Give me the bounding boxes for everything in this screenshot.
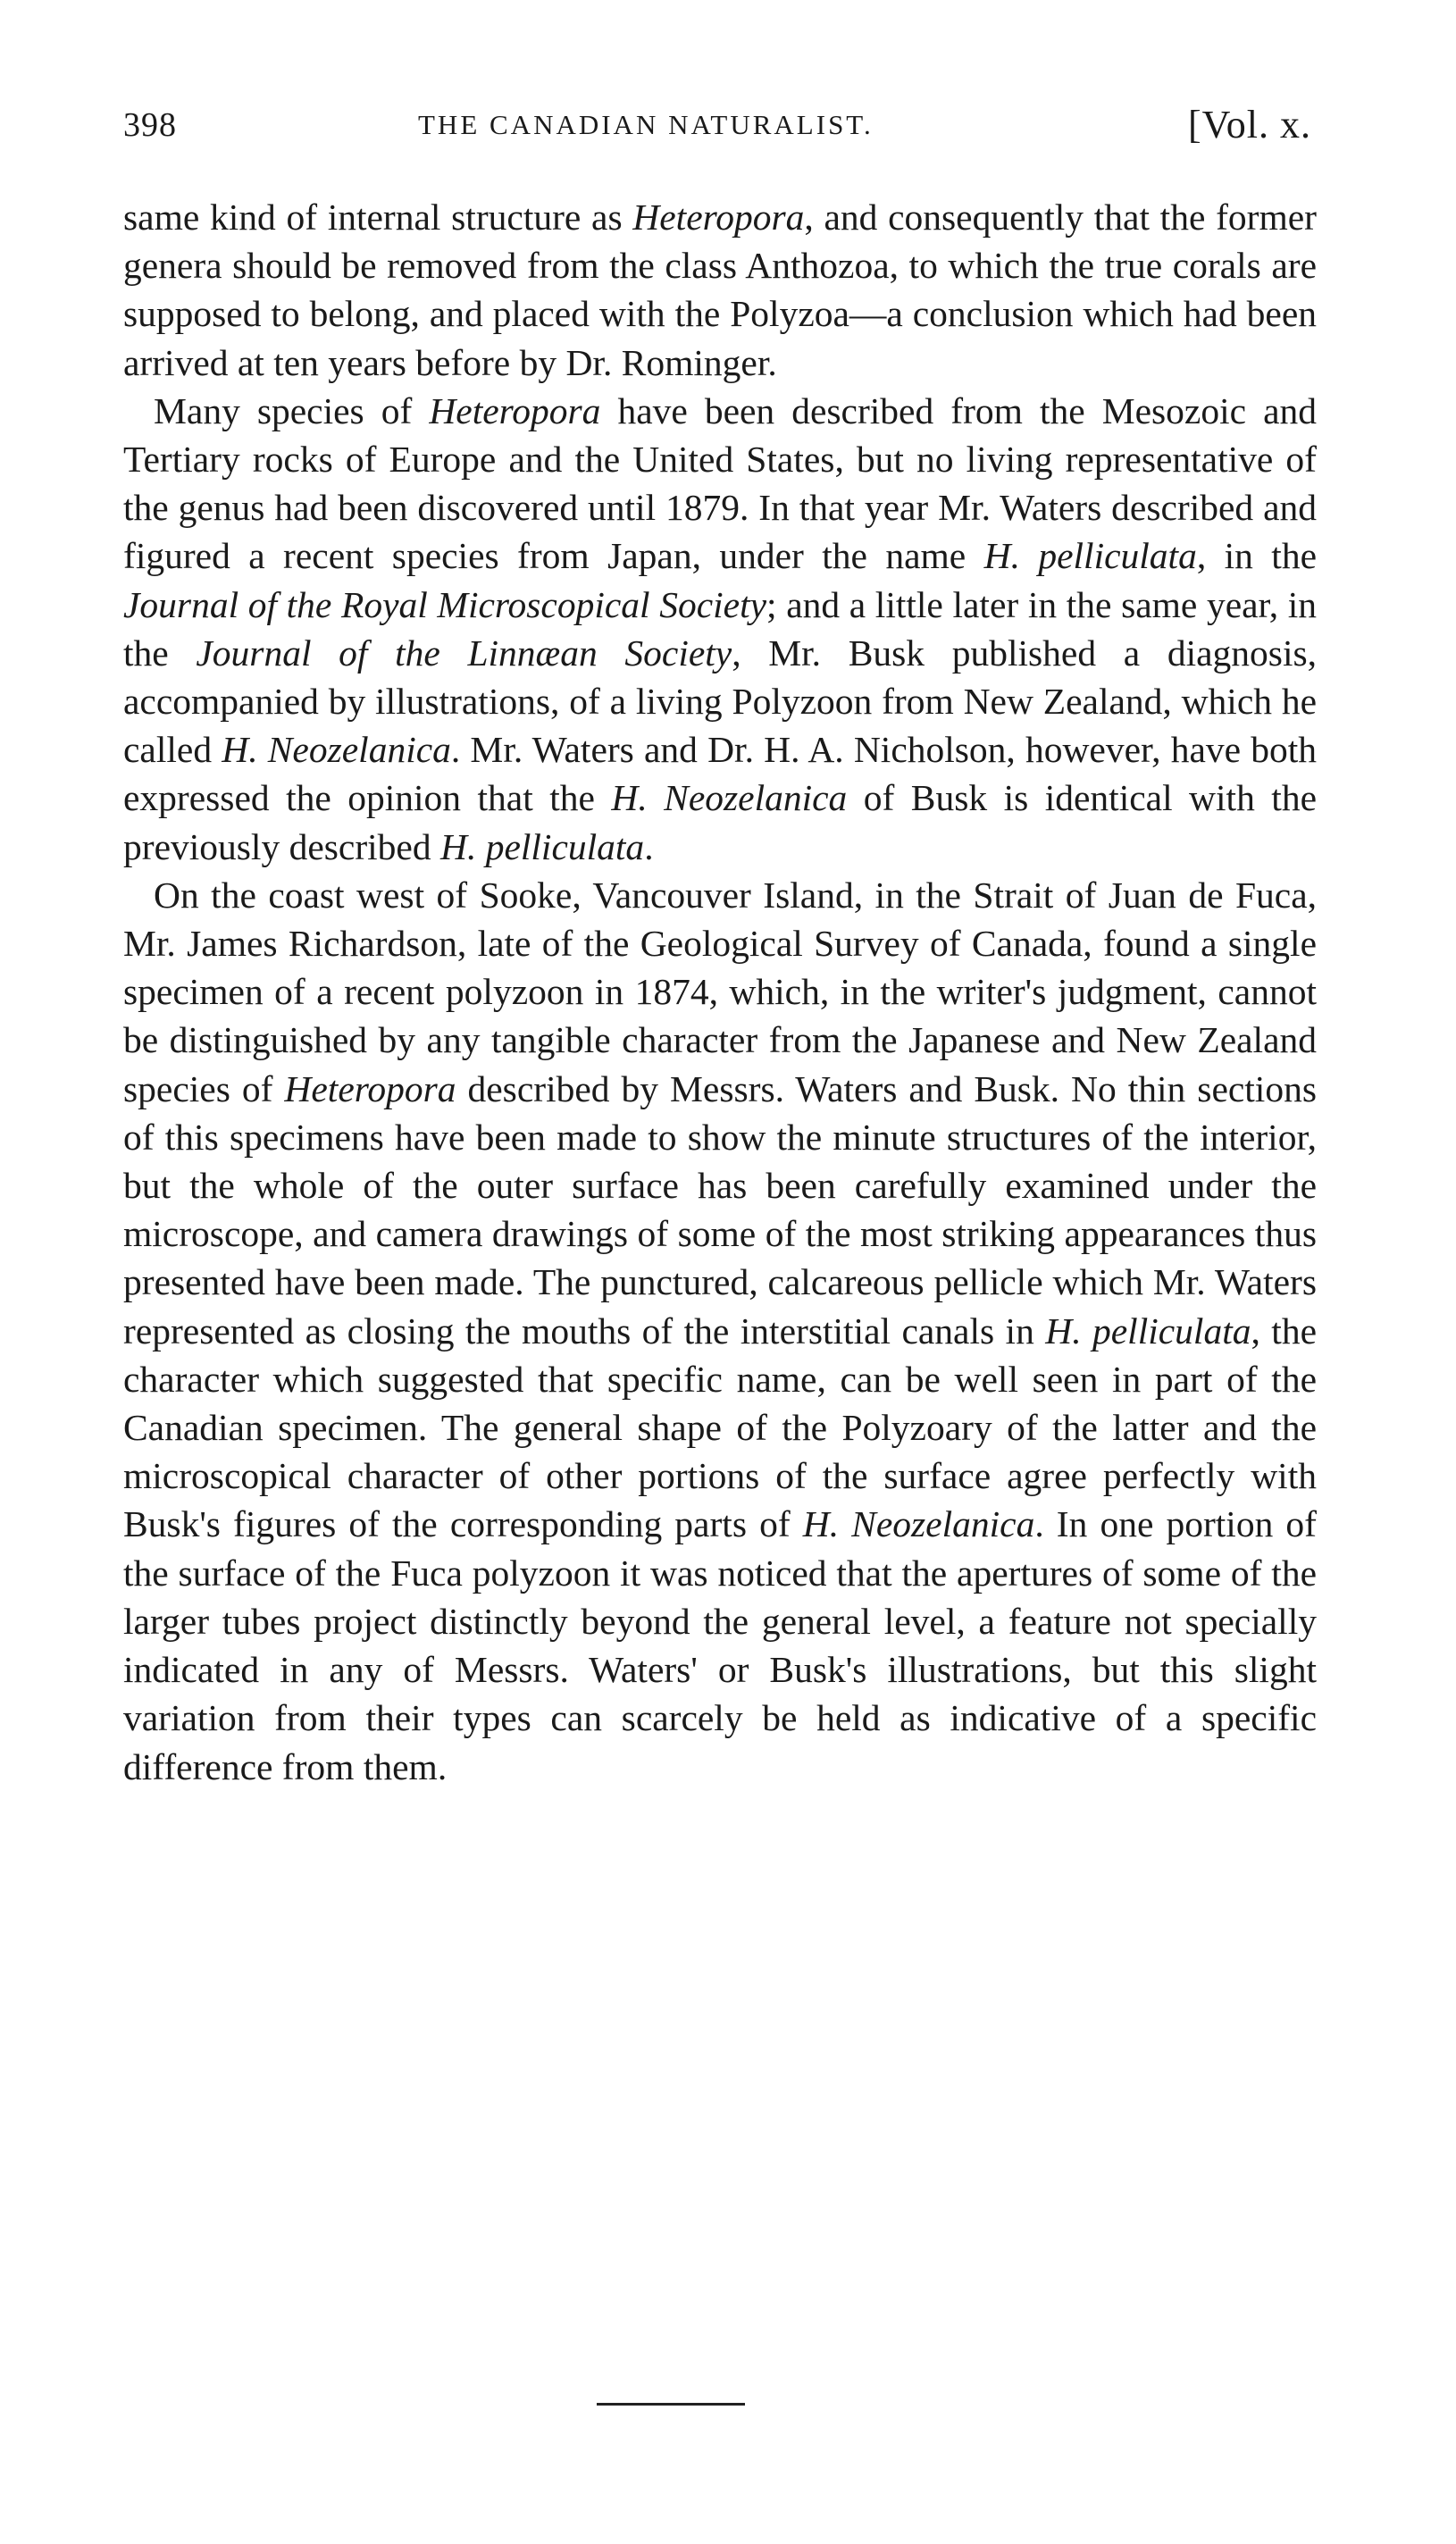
text-run: of Busk is identical with the previously described (123, 777, 1317, 867)
running-head (123, 105, 1311, 159)
volume-label: [Vol. x. (1188, 103, 1311, 146)
italic-term: H. Neozelanica (222, 729, 451, 771)
text-run: Many species of (154, 389, 430, 431)
article-body (123, 193, 1317, 1791)
paragraph-fuca-specimen (123, 871, 1317, 1791)
italic-term: H. Neozelanica (802, 1503, 1035, 1545)
text-run: have been described from the Mesozoic and Tertiary rocks of Europe and the United States, but no living representative of the genus had been discovered until 1879. In that year Mr. Waters described and figured a recent species from Japan, under the name (123, 389, 1317, 577)
text-run: , and consequently that the former genera should be removed from the class Anthozoa, to which the true corals are supposed to belong, and placed with the Polyzoa—a conclusion which had been arrived at ten years before by Dr. Rominger. (123, 197, 1317, 383)
text-run: On the coast west of Sooke, Vancouver Island, in the Strait of Juan de Fuca, Mr. James Richardson, late of the Geological Survey of Canada, found a single specimen of a recent polyzoon in 1874, which, in the writer's judgment, cannot be distinguished by any tangible character from the Japanese and New Zealand species of (123, 874, 1317, 1109)
italic-term: H. pelliculata (1045, 1310, 1251, 1352)
text-run: . Mr. Waters and Dr. H. A. Nicholson, however, have both expressed the opinion that the (123, 729, 1317, 819)
text-run: same kind of internal structure as (123, 197, 633, 238)
italic-term: Heteropora (284, 1067, 456, 1109)
italic-term: Heteropora (429, 389, 601, 431)
end-rule (597, 2403, 745, 2406)
page-number: 398 (123, 106, 177, 144)
paragraph-continued (123, 193, 1317, 387)
text-run: ; and a little later in the same year, in the (123, 583, 1317, 674)
italic-term: Journal of the Royal Microscopical Society (123, 583, 767, 625)
italic-term: Heteropora (632, 197, 805, 238)
text-run: . In one portion of the surface of the Fuca polyzoon it was noticed that the apertures of some of the larger tubes project distinctly beyond the general level, a feature not specially indicated in any of Messrs. Waters' or Busk's illustrations, but this slight variation from their types can scarcely be held as indicative of a specific difference from them. (123, 1503, 1317, 1787)
text-run: , the character which suggested that specific name, can be well seen in part of the Canadian specimen. The general shape of the Polyzoary of the latter and the microscopical character of other portions of the surface agree perfectly with Busk's figures of the corresponding parts of (123, 1310, 1317, 1545)
italic-term: H. pelliculata (983, 535, 1197, 577)
text-run: , in the (1196, 535, 1317, 577)
paragraph-heteropora-species (123, 387, 1317, 871)
text-run: . (644, 825, 654, 867)
italic-term: H. pelliculata (439, 825, 645, 867)
italic-term: Journal of the Linnæan Society (196, 632, 732, 674)
text-run: described by Messrs. Waters and Busk. No thin sections of this specimens have been made to show the minute structures of the interior, but the whole of the outer surface has been carefully examined under the microscope, and camera drawings of some of the most striking appearances thus presented have been made. The punctured, calcareous pellicle which Mr. Waters represented as closing the mouths of the interstitial canals in (123, 1067, 1317, 1352)
text-run: , Mr. Busk published a diagnosis, accompanied by illustrations, of a living Polyzoon from New Zealand, which he called (123, 632, 1317, 771)
italic-term: H. Neozelanica (611, 777, 848, 819)
journal-title: THE CANADIAN NATURALIST. (418, 109, 874, 140)
